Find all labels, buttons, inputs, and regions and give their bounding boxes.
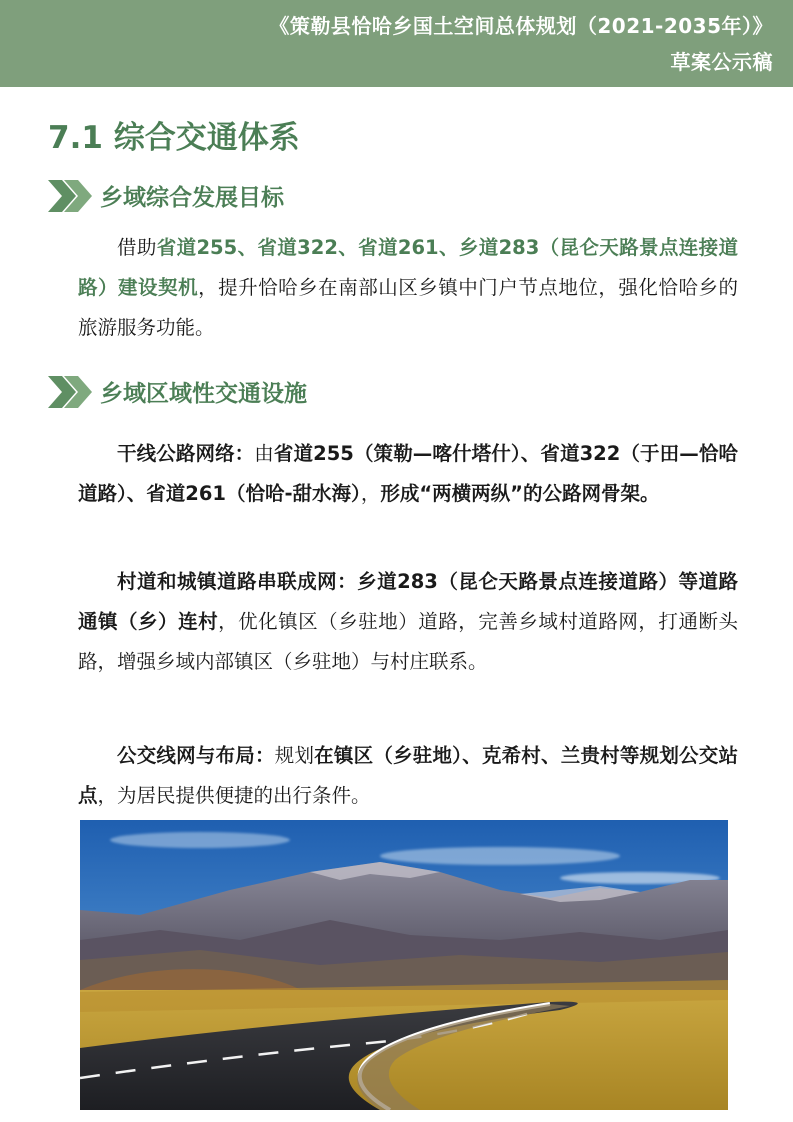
village-road-paragraph (78, 562, 738, 682)
bus-network-text-b: ，为居民提供便捷的出行条件。 (97, 784, 371, 807)
village-road-text: ，优化镇区（乡驻地）道路，完善乡域村道路网，打通断头路，增强乡域内部镇区（乡驻地）与村庄联系。 (78, 610, 738, 673)
trunk-road-text-a: 由 (254, 442, 274, 465)
double-chevron-icon (48, 180, 94, 212)
trunk-road-skeleton: 形成“两横两纵”的公路网骨架。 (380, 482, 660, 505)
trunk-road-label: 干线公路网络： (117, 442, 255, 465)
document-title: 《策勒县恰哈乡国土空间总体规划（2021-2035年）》 (269, 14, 773, 38)
section-title: 7.1 综合交通体系 (48, 120, 300, 156)
goal-paragraph (78, 228, 738, 348)
bus-network-paragraph (78, 736, 738, 816)
double-chevron-icon (48, 376, 94, 408)
mountain-road-photo (80, 820, 728, 1110)
trunk-road-text-b: ， (360, 482, 381, 505)
page-header (0, 0, 793, 87)
goal-lead: 借助 (117, 236, 157, 259)
village-road-bold: 乡道283（昆仑天路景点连接道路）等道路通镇（乡）连村 (78, 570, 738, 633)
goal-rest: ，提升恰哈乡在南部山区乡镇中门户节点地位，强化恰哈乡的旅游服务功能。 (78, 276, 738, 339)
document-subtitle: 草案公示稿 (670, 50, 773, 74)
goal-highlight: 省道255、省道322、省道261、乡道283（昆仑天路景点连接道路）建设契机 (78, 236, 738, 299)
village-road-label: 村道和城镇道路串联成网： (117, 570, 358, 593)
trunk-road-paragraph (78, 434, 738, 514)
bus-network-bold: 在镇区（乡驻地）、克希村、兰贵村等规划公交站点 (78, 744, 738, 807)
subheading-facilities-label: 乡域区域性交通设施 (100, 381, 307, 407)
bus-network-label: 公交线网与布局： (117, 744, 275, 767)
bus-network-text-a: 规划 (274, 744, 315, 767)
subheading-goal-label: 乡域综合发展目标 (100, 185, 284, 211)
trunk-road-routes: 省道255（策勒—喀什塔什）、省道322（于田—恰哈道路）、省道261（恰哈-甜水海） (78, 442, 738, 505)
